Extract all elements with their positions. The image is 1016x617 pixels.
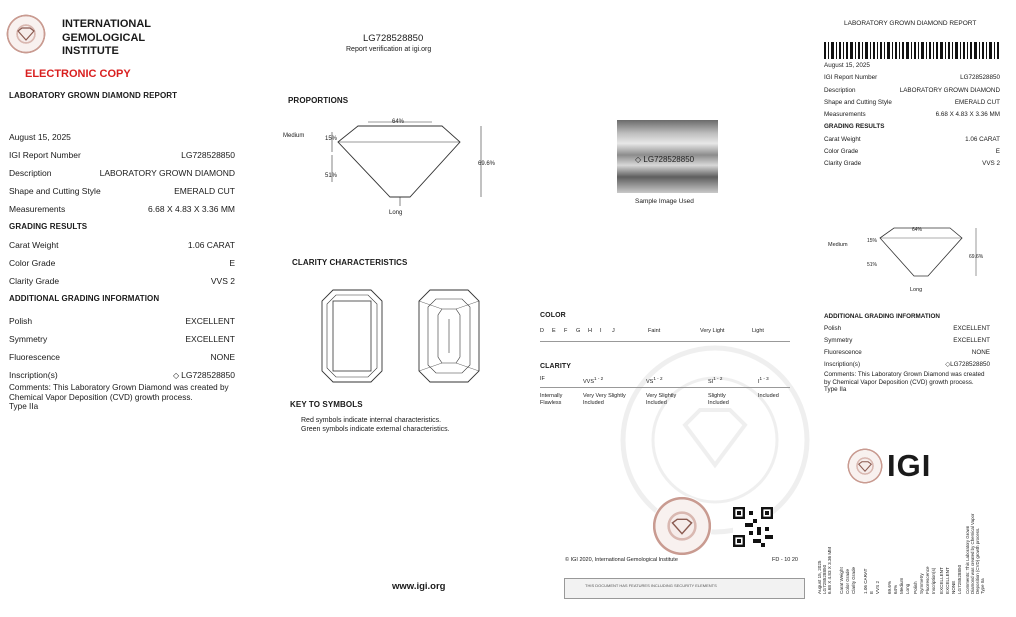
right-additional-title: ADDITIONAL GRADING INFORMATION: [824, 313, 940, 320]
sample-inscription: LG728528850: [643, 155, 695, 164]
center-panel: LG728528850 Report verification at igi.org PROPORTIONS 64% Medium 15% 51% 69.6% Long CLARITY CHARACTERISTICS KEY TO SYMBOLS Red symbols indicate internal characteristics. Green symbols indicate external characteristics. www.igi.org ◇ LG728528850 Sample Image Used COLOR D E F G H I J Faint Very Light Light CLARITY IF VVS$^{1 - 2}$ VS$^{1 - 2}$ SI$^{1 - 2}$ $I^{1 - 3}$ Internally Flawless Very Very Slightly Included Very Slightly Included Slightly Included Included © IGI 2020, International Gemological Institute FD - 10 20 THIS DOCUMENT HAS FEATURES INCLUDING SECURITY ELEMENTS: [255, 0, 805, 617]
report-title: LABORATORY GROWN DIAMOND REPORT: [9, 91, 178, 100]
igi-logo-text: IGI: [887, 448, 932, 483]
culet-label: Long: [389, 210, 403, 216]
institute-name: [62, 18, 151, 59]
plot-crown-view: [321, 289, 383, 383]
right-culet-label: Long: [910, 287, 923, 293]
table-percent: 64%: [392, 119, 405, 125]
diamond-icon: ◇: [635, 155, 642, 164]
rotated-data-strip: August 15, 2025 LG728528850 6.68 X 4.83 X 3.36 MM Carat Weight Color Grade Clarity Grade 1.06 CARAT E VVS 2 69.6% 64% Medium Long Polish Symmetry Fluorescence Inscription(s) EXCELLENT EXCELLENT NONE LG728528850 Comments: This Laboratory Grown Diamond was created by Chemical Vapor Deposition (CVD) growth process. Type IIa: [817, 513, 985, 594]
plot-pavilion-view: [418, 289, 480, 383]
igi-seal-logo: [6, 14, 46, 54]
fine-print: THIS DOCUMENT HAS FEATURES INCLUDING SECURITY ELEMENTS: [585, 583, 717, 588]
right-date: August 15, 2025: [824, 62, 870, 69]
key-line-green: Green symbols indicate external characteristics.: [301, 426, 450, 433]
girdle-label: Medium: [283, 133, 305, 139]
grading-results-title: GRADING RESULTS: [9, 222, 88, 231]
grading-row: Color Grade E: [9, 258, 235, 268]
detail-row: Measurements 6.68 X 4.83 X 3.36 MM: [9, 204, 235, 214]
additional-info-title: ADDITIONAL GRADING INFORMATION: [9, 294, 160, 303]
center-report-number: LG728528850: [363, 33, 424, 44]
right-type: Type IIa: [824, 386, 847, 393]
right-comments: Comments: This Laboratory Grown Diamond was created by Chemical Vapor Deposition (CVD) growth process.: [824, 371, 985, 386]
report-details: [9, 128, 235, 412]
comments: Comments: This Laboratory Grown Diamond was created by Chemical Vapor Deposition (CVD) growth process.: [9, 383, 229, 402]
right-pavilion-percent: 51%: [867, 262, 878, 268]
crown-percent: 15%: [325, 136, 338, 142]
key-to-symbols-title: KEY TO SYMBOLS: [290, 400, 363, 409]
grading-row: Carat Weight 1.06 CARAT: [9, 240, 235, 250]
right-grading-title: GRADING RESULTS: [824, 123, 885, 131]
additional-row: Symmetry EXCELLENT: [9, 334, 235, 344]
right-igi-seal: [847, 448, 883, 484]
clarity-scale-line: [540, 387, 790, 388]
pavilion-percent: 51%: [325, 173, 338, 179]
security-footer: [564, 578, 805, 599]
proportions-title: PROPORTIONS: [288, 96, 349, 105]
right-depth-percent: 69.6%: [969, 254, 984, 260]
clarity-title: CLARITY: [540, 363, 572, 370]
detail-row: Shape and Cutting Style EMERALD CUT: [9, 186, 235, 196]
right-details: August 15, 2025 IGI Report Number LG728528850 Description LABORATORY GROWN DIAMOND Shape and Cutting Style EMERALD CUT Measurements 6.68 X 4.83 X 3.36 MM GRADING RESULTS Carat Weight 1.06 CARAT Color Grade E Clarity Grade VVS 2: [824, 62, 1000, 168]
diamond-icon: ◇: [172, 371, 180, 380]
diamond-icon: [857, 461, 873, 472]
additional-row: Inscription(s) ◇ LG728528850: [9, 370, 235, 380]
grading-row: Clarity Grade VVS 2: [9, 276, 235, 286]
copyright: © IGI 2020, International Gemological Institute: [565, 557, 678, 563]
institute-line-3: INSTITUTE: [62, 45, 119, 57]
watermark-seal: [620, 345, 810, 535]
detail-row: Description LABORATORY GROWN DIAMOND: [9, 168, 235, 178]
additional-row: Polish EXCELLENT: [9, 316, 235, 326]
diamond-type: Type IIa: [9, 402, 39, 411]
detail-row: IGI Report Number LG728528850: [9, 150, 235, 160]
key-line-red: Red symbols indicate internal characteristics.: [301, 417, 442, 424]
sample-image: [617, 120, 718, 193]
sample-image-caption: Sample Image Used: [635, 198, 694, 205]
institute-line-1: INTERNATIONAL: [62, 18, 152, 30]
depth-percent: 69.6%: [478, 161, 496, 167]
institute-line-2: GEMOLOGICAL: [62, 31, 146, 44]
form-code: FD - 10 20: [772, 557, 798, 563]
right-panel: [810, 0, 1016, 617]
verification-text: Report verification at igi.org: [346, 46, 432, 53]
website-url: www.igi.org: [392, 581, 446, 592]
right-crown-percent: 15%: [867, 238, 878, 244]
right-girdle-label: Medium: [828, 242, 848, 248]
right-report-title: LABORATORY GROWN DIAMOND REPORT: [844, 20, 977, 27]
diamond-icon: ◇: [945, 361, 951, 368]
igi-seal: [652, 496, 712, 556]
color-title: COLOR: [540, 312, 566, 319]
diamond-icon: [670, 518, 694, 535]
right-additional: ADDITIONAL GRADING INFORMATION Polish EXCELLENT Symmetry EXCELLENT Fluorescence NONE Inscription(s) ◇LG728528850 Comments: This Laboratory Grown Diamond was created by Chemical Vapor Deposition (CVD) growth process. Type IIa: [824, 313, 990, 393]
color-scale-line: [540, 341, 790, 342]
right-table-percent: 64%: [912, 227, 923, 233]
electronic-copy-label: ELECTRONIC COPY: [25, 68, 131, 80]
proportions-diagram: [280, 112, 505, 220]
diamond-icon: [16, 27, 36, 41]
clarity-characteristics-title: CLARITY CHARACTERISTICS: [292, 258, 408, 267]
report-date: August 15, 2025: [9, 132, 71, 142]
left-panel: [0, 0, 255, 617]
additional-row: Fluorescence NONE: [9, 352, 235, 362]
qr-code: [733, 507, 773, 547]
barcode: [824, 42, 1001, 59]
